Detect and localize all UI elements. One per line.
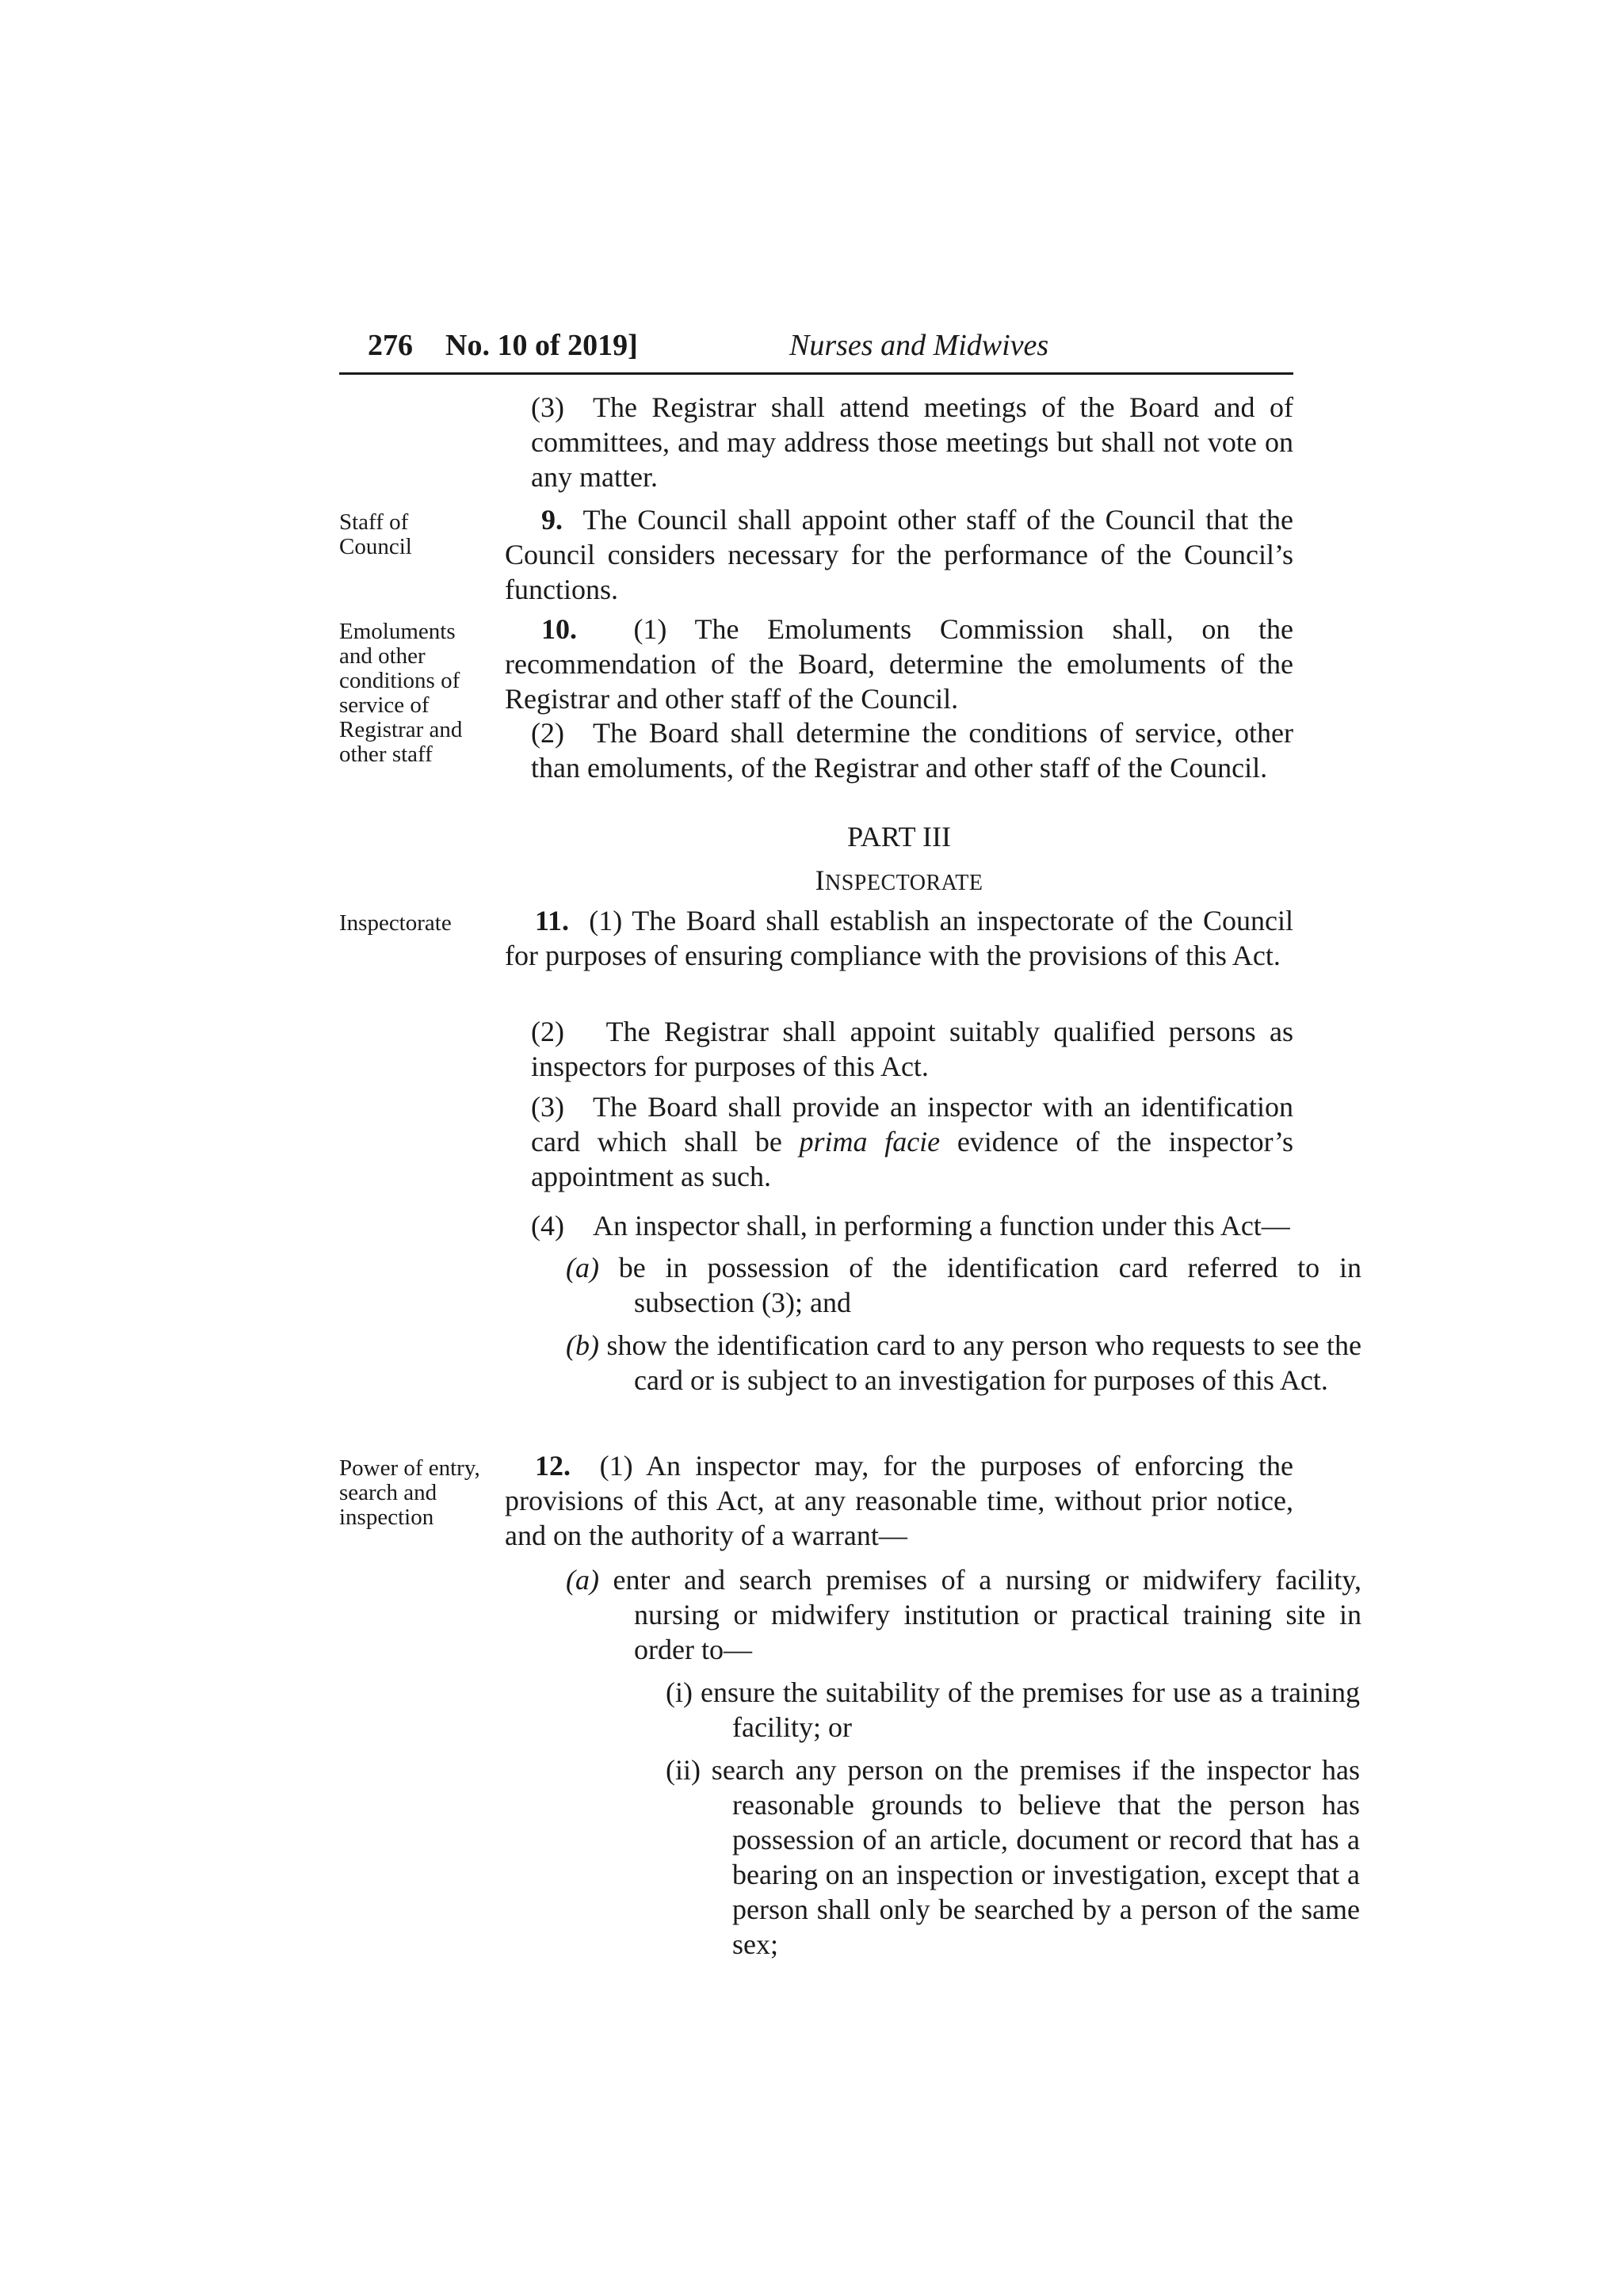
section-11-sub-3-text-a: (3) The Board shall provide an inspector with an identification card which shall be <box>531 1091 1293 1158</box>
part-heading: PART III <box>847 821 951 852</box>
page-number: 276 <box>368 329 413 362</box>
margin-note-emoluments: Emoluments and other conditions of service of Registrar and other staff <box>339 619 463 767</box>
section-9-number: 9. <box>541 504 563 536</box>
section-12-item-ii: (ii) search any person on the premises if the inspector has reasonable grounds to believe that the person has possession of an article, document or record that has a bearing on an inspection or investigation, except that a person shall only be searched by a person of the same sex; <box>666 1754 1360 1960</box>
section-11-number: 11. <box>535 905 570 936</box>
margin-note-power: Power of entry, search and inspection <box>339 1455 480 1530</box>
margin-note-staff: Staff of Council <box>339 509 412 559</box>
item-b-label: (b) <box>566 1329 599 1361</box>
item-a-text: be in possession of the identification card referred to in subsection (3); and <box>598 1252 1361 1318</box>
section-12-sub-1-text: (1) An inspector may, for the purposes of enforcing the provisions of this Act, at any reasonable time, without prior notice, and on the authority of a warrant— <box>505 1450 1294 1551</box>
section-11-sub-3-italic: prima facie <box>799 1126 941 1158</box>
section-11-sub-3-text-b: evidence of the inspector’s appointment as such. <box>531 1126 1293 1192</box>
section-11-sub-1 <box>505 903 1293 973</box>
section-11-sub-2: (2) The Registrar shall appoint suitably qualified persons as inspectors for purposes of this Act. <box>531 1016 1293 1082</box>
item-b-text: show the identification card to any person who requests to see the card or is subject to an investigation for purposes of this Act. <box>598 1329 1361 1396</box>
section-12-item-a <box>566 1562 1361 1667</box>
margin-note-inspectorate: Inspectorate <box>339 910 452 936</box>
section-8-sub-3: (3) The Registrar shall attend meetings of the Board and of committees, and may address those meetings but shall not vote on any matter. <box>531 391 1293 493</box>
part-subheading-initial: I <box>815 864 826 896</box>
section-12-item-i: (i) ensure the suitability of the premises for use as a training facility; or <box>666 1676 1360 1743</box>
page-header <box>339 325 1293 375</box>
item-a-text: enter and search premises of a nursing or midwifery facility, nursing or midwifery institution or practical training site in order to— <box>598 1564 1361 1665</box>
act-number: No. 10 of 2019] <box>445 329 638 362</box>
item-a-label: (a) <box>566 1564 599 1596</box>
section-10-sub-2: (2) The Board shall determine the conditions of service, other than emoluments, of the Registrar and other staff of the Council. <box>531 717 1293 784</box>
section-11-item-b <box>566 1328 1361 1398</box>
part-subheading-rest: NSPECTORATE <box>825 871 983 895</box>
act-title: Nurses and Midwives <box>789 329 1049 362</box>
part-subheading <box>505 864 1293 897</box>
section-9-text: The Council shall appoint other staff of the Council that the Council considers necessary for the performance of the Council’s functions. <box>505 504 1294 605</box>
section-11-sub-1-text: (1) The Board shall establish an inspectorate of the Council for purposes of ensuring compliance with the provisions of this Act. <box>505 905 1293 971</box>
section-10-sub-1 <box>505 612 1293 716</box>
section-11-sub-4: (4) An inspector shall, in performing a function under this Act— <box>531 1210 1290 1241</box>
section-12-number: 12. <box>535 1450 571 1482</box>
item-a-label: (a) <box>566 1252 599 1283</box>
section-10-number: 10. <box>541 613 577 645</box>
section-9 <box>505 502 1293 607</box>
section-11-sub-3 <box>531 1089 1293 1194</box>
section-12-sub-1 <box>505 1448 1293 1553</box>
section-11-item-a <box>566 1250 1361 1320</box>
section-10-sub-1-text: (1) The Emoluments Commission shall, on the recommendation of the Board, determine the emoluments of the Registrar and other staff of the Council. <box>505 613 1294 715</box>
